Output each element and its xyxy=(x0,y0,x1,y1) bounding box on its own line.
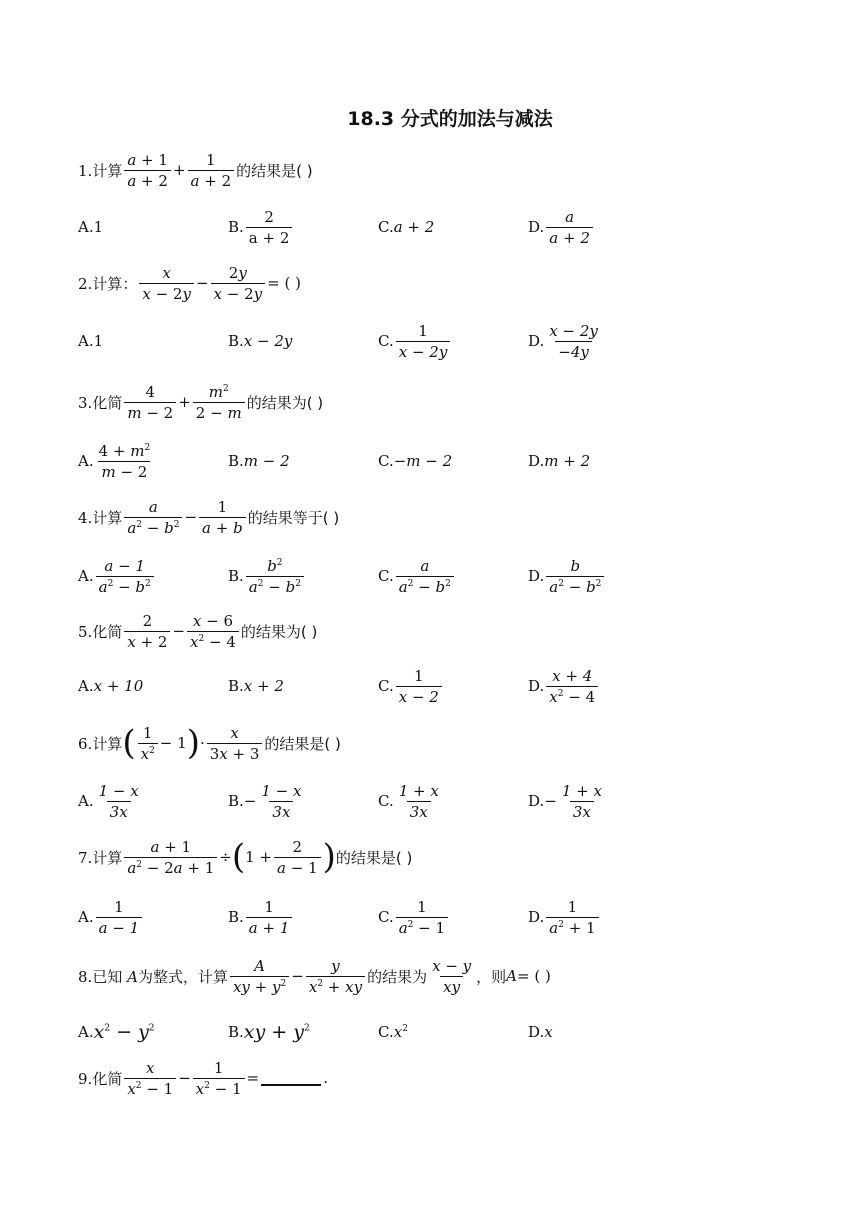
option-d[interactable]: D. x xyxy=(528,1023,553,1041)
question-command: 计算 xyxy=(92,734,123,753)
option-c[interactable]: C. −m − 2 xyxy=(378,452,453,470)
option-b[interactable]: B. m − 2 xyxy=(228,452,290,470)
fraction: $\frac{m^2}{2 - m}$ xyxy=(193,383,245,422)
fraction: $\frac{x}{x^2 - 1}$ xyxy=(124,1059,176,1098)
options-3 xyxy=(78,437,778,485)
option-a[interactable]: A. $\frac{4 + m^2}{m - 2}$ xyxy=(78,441,151,481)
question-2: 2.计算： $\frac{x}{x - 2y}$ − $\frac{2y}{x - 2y}$ = ( ) xyxy=(78,263,301,303)
option-b[interactable]: B. $\frac{2}{a + 2}$ xyxy=(228,203,294,251)
question-number: 9. xyxy=(78,1069,93,1088)
fraction: $\frac{a + 1}{a + 2}$ xyxy=(124,151,171,190)
fraction: $\frac{x - y}{xy}$ xyxy=(432,956,472,996)
question-suffix: 的结果等于( ) xyxy=(247,508,340,527)
question-6: 6.计算 ( $\frac{1}{x^2}$ − 1 ) · $\frac{x}{3x + 3}$ 的结果是( ) xyxy=(78,723,341,763)
options-1 xyxy=(78,203,778,251)
question-number: 4. xyxy=(78,508,93,527)
question-command: 计算 xyxy=(92,161,123,180)
option-a[interactable]: A. 1 xyxy=(78,218,104,236)
option-c[interactable]: C. a + 2 xyxy=(378,218,435,236)
fraction: $\frac{x - 6}{x^2 - 4}$ xyxy=(187,612,239,651)
fraction: $\frac{4}{m - 2}$ xyxy=(124,383,176,422)
question-4: 4.计算 $\frac{a}{a^2 - b^2}$ − $\frac{1}{a + b}$ 的结果等于( ) xyxy=(78,497,340,537)
option-c[interactable]: C. $\frac{1}{x - 2}$ xyxy=(378,662,444,710)
options-7 xyxy=(78,893,778,941)
fraction: $\frac{x}{x - 2y}$ xyxy=(139,264,194,303)
question-5: 5.化简 $\frac{2}{x + 2}$ − $\frac{x - 6}{x^2 - 4}$ 的结果为( ) xyxy=(78,611,318,651)
option-c[interactable]: C. $\frac{1}{x - 2y}$ xyxy=(378,317,452,365)
question-number: 2. xyxy=(78,274,93,293)
option-a[interactable]: A. 1 xyxy=(78,332,104,350)
option-a[interactable]: A. $x^2 - y^2$ xyxy=(78,1021,155,1043)
fraction: $\frac{a}{a^2 - b^2}$ xyxy=(124,498,182,537)
option-b[interactable]: B. $\frac{1}{a + 1}$ xyxy=(228,893,294,941)
options-5 xyxy=(78,662,778,710)
option-b[interactable]: B. xy + $y^2$ xyxy=(228,1021,310,1043)
fraction: $\frac{1}{a + b}$ xyxy=(199,498,246,537)
question-command: 化简 xyxy=(92,622,123,641)
option-c[interactable]: C. $\frac{1 + x}{3x}$ xyxy=(378,781,439,821)
question-number: 6. xyxy=(78,734,93,753)
options-2 xyxy=(78,317,778,365)
option-b[interactable]: B. x − 2y xyxy=(228,332,293,350)
options-6 xyxy=(78,777,778,825)
question-number: 1. xyxy=(78,161,93,180)
option-d[interactable]: D. − $\frac{1 + x}{3x}$ xyxy=(528,781,602,821)
question-number: 7. xyxy=(78,848,93,867)
question-suffix: = ( ) xyxy=(517,967,551,985)
options-4 xyxy=(78,552,778,600)
option-d[interactable]: D. $\frac{b}{a^2 - b^2}$ xyxy=(528,552,606,600)
option-a[interactable]: A. $\frac{a - 1}{a^2 - b^2}$ xyxy=(78,552,156,600)
question-command: 化简 xyxy=(92,393,123,412)
option-a[interactable]: A. x + 10 xyxy=(78,677,144,695)
options-8 xyxy=(78,1008,778,1056)
option-d[interactable]: D. $\frac{x - 2y}{-4y}$ xyxy=(528,321,598,361)
fraction: $\frac{2}{a - 1}$ xyxy=(274,838,321,877)
fraction: $\frac{1}{a + 2}$ xyxy=(188,151,235,190)
question-number: 8. xyxy=(78,967,93,986)
option-d[interactable]: D. m + 2 xyxy=(528,452,591,470)
answer-blank[interactable] xyxy=(261,1070,321,1086)
option-d[interactable]: D. $\frac{x + 4}{x^2 - 4}$ xyxy=(528,662,600,710)
fraction: $\frac{1}{x^2}$ xyxy=(138,724,158,763)
question-suffix: = ( ) xyxy=(267,274,301,292)
fraction: $\frac{x}{3x + 3}$ xyxy=(207,724,263,763)
option-d[interactable]: D. $\frac{1}{a^2 + 1}$ xyxy=(528,893,601,941)
question-8: 8.已知 A为整式，计算 $\frac{A}{xy + y^2}$ − $\frac{y}{x^2 + xy}$ 的结果为 $\frac{x - y}{xy}$ ，则 A = ( ) xyxy=(78,956,551,996)
question-1: 1.计算 $\frac{a + 1}{a + 2}$ + $\frac{1}{a + 2}$ 的结果是( ) xyxy=(78,150,313,190)
fraction: $\frac{2y}{x - 2y}$ xyxy=(211,264,266,303)
option-d[interactable]: D. $\frac{a}{a + 2}$ xyxy=(528,203,595,251)
question-number: 3. xyxy=(78,393,93,412)
option-c[interactable]: C. $x^2$ xyxy=(378,1023,408,1041)
fraction: $\frac{y}{x^2 + xy}$ xyxy=(306,957,365,996)
question-number: 5. xyxy=(78,622,93,641)
question-suffix: 的结果为( ) xyxy=(246,393,324,412)
question-command: 化简 xyxy=(92,1069,123,1088)
option-a[interactable]: A. $\frac{1}{a - 1}$ xyxy=(78,893,144,941)
question-3: 3.化简 $\frac{4}{m - 2}$ + $\frac{m^2}{2 - m}$ 的结果为( ) xyxy=(78,382,324,422)
fraction: $\frac{1}{x^2 - 1}$ xyxy=(193,1059,245,1098)
page-title: 18.3 分式的加法与减法 xyxy=(347,108,553,130)
question-suffix: 的结果为( ) xyxy=(240,622,318,641)
question-suffix: 的结果是( ) xyxy=(236,161,313,180)
fraction: $\frac{A}{xy + y^2}$ xyxy=(230,957,289,996)
option-c[interactable]: C. $\frac{1}{a^2 - 1}$ xyxy=(378,893,450,941)
question-command: 计算 xyxy=(92,508,123,527)
fraction: $\frac{2}{x + 2}$ xyxy=(124,612,170,651)
question-suffix: 的结果是( ) xyxy=(335,848,413,867)
fraction: $\frac{a + 1}{a^2 - 2a + 1}$ xyxy=(124,838,217,877)
question-command: 计算 xyxy=(92,848,123,867)
option-b[interactable]: B. x + 2 xyxy=(228,677,284,695)
question-suffix: 的结果是( ) xyxy=(264,734,341,753)
option-c[interactable]: C. $\frac{a}{a^2 - b^2}$ xyxy=(378,552,456,600)
option-b[interactable]: B. $\frac{b^2}{a^2 - b^2}$ xyxy=(228,552,306,600)
question-command: 计算： xyxy=(92,274,138,293)
option-a[interactable]: A. $\frac{1 - x}{3x}$ xyxy=(78,781,139,821)
question-9: 9.化简 $\frac{x}{x^2 - 1}$ − $\frac{1}{x^2 - 1}$ = . xyxy=(78,1058,328,1098)
question-7: 7.计算 $\frac{a + 1}{a^2 - 2a + 1}$ ÷ ( 1 + $\frac{2}{a - 1}$ ) 的结果是( ) xyxy=(78,837,413,877)
option-b[interactable]: B. − $\frac{1 - x}{3x}$ xyxy=(228,781,302,821)
